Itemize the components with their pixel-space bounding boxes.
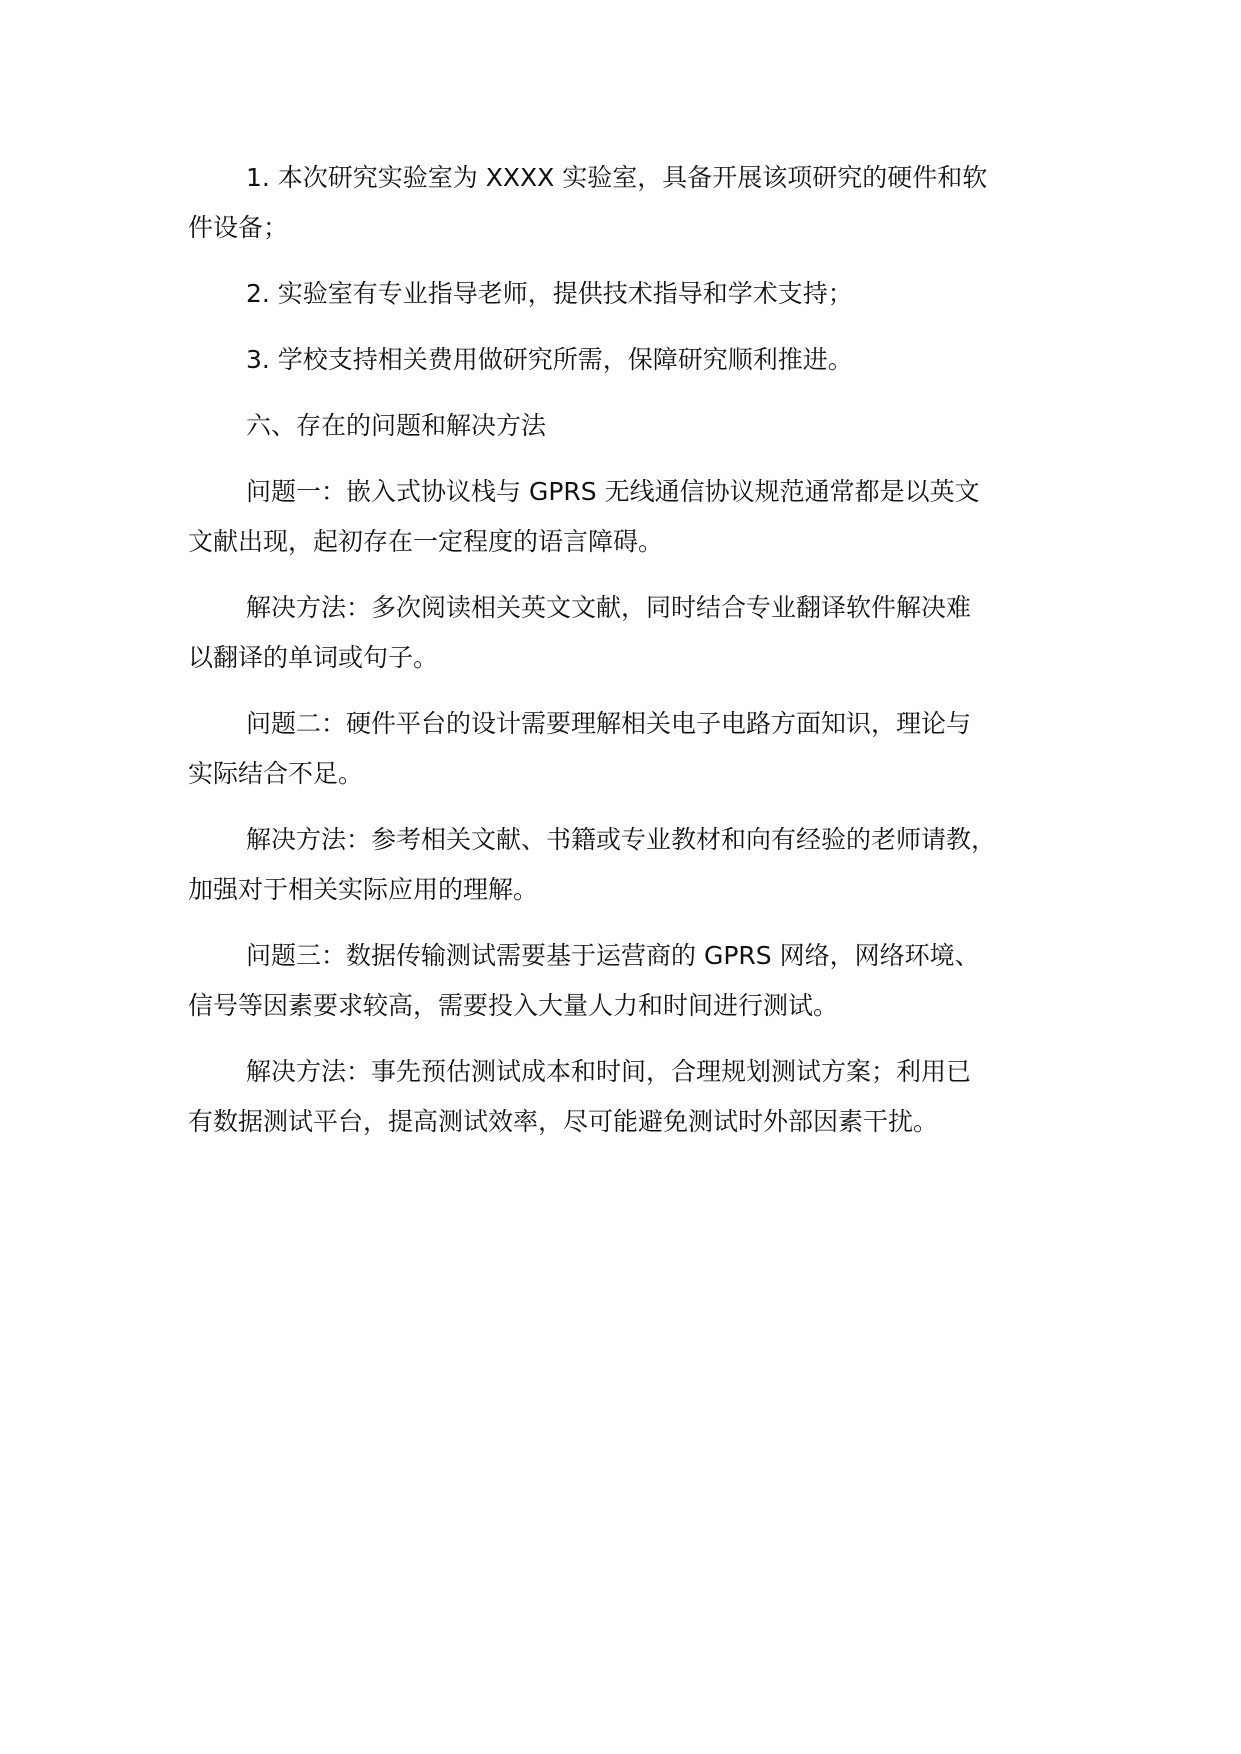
paragraph-line: 解决方法：事先预估测试成本和时间，合理规划测试方案；利用已 [246, 1057, 972, 1086]
paragraph-line: 加强对于相关实际应用的理解。 [188, 875, 539, 904]
paragraph-line: 信号等因素要求较高，需要投入大量人力和时间进行测试。 [188, 991, 839, 1020]
paragraph-line: 实际结合不足。 [188, 759, 364, 788]
paragraph-line: 有数据测试平台，提高测试效率，尽可能避免测试时外部因素干扰。 [188, 1107, 939, 1136]
paragraph-line: 问题三：数据传输测试需要基于运营商的 GPRS 网络，网络环境、 [246, 941, 980, 970]
paragraph-line: 件设备； [188, 213, 289, 242]
paragraph-line: 文献出现，起初存在一定程度的语言障碍。 [188, 527, 664, 556]
paragraph-line: 1. 本次研究实验室为 XXXX 实验室，具备开展该项研究的硬件和软 [246, 163, 988, 192]
paragraph-problem-1 [188, 467, 1088, 567]
paragraph-line: 问题二：硬件平台的设计需要理解相关电子电路方面知识，理论与 [246, 709, 972, 738]
paragraph-school-support [188, 335, 1088, 385]
paragraph-problem-2 [188, 699, 1088, 799]
paragraph-line: 2. 实验室有专业指导老师，提供技术指导和学术支持； [246, 279, 853, 308]
paragraph-problem-3 [188, 931, 1088, 1031]
paragraph-line: 问题一：嵌入式协议栈与 GPRS 无线通信协议规范通常都是以英文 [246, 477, 980, 506]
paragraph-line: 3. 学校支持相关费用做研究所需，保障研究顺利推进。 [246, 345, 853, 374]
paragraph-line: 以翻译的单词或句子。 [188, 643, 439, 672]
paragraph-lab-facility [188, 153, 1088, 253]
paragraph-line: 解决方法：多次阅读相关英文文献，同时结合专业翻译软件解决难 [246, 593, 972, 622]
paragraph-solution-1 [188, 583, 1088, 683]
paragraph-lab-instructor [188, 269, 1088, 319]
section-heading-text: 六、存在的问题和解决方法 [246, 411, 547, 440]
paragraph-solution-2 [188, 815, 1088, 915]
paragraph-solution-3 [188, 1047, 1088, 1147]
paragraph-line: 解决方法：参考相关文献、书籍或专业教材和向有经验的老师请教， [246, 825, 997, 854]
section-heading [188, 401, 1088, 451]
document-body [188, 153, 1088, 1163]
